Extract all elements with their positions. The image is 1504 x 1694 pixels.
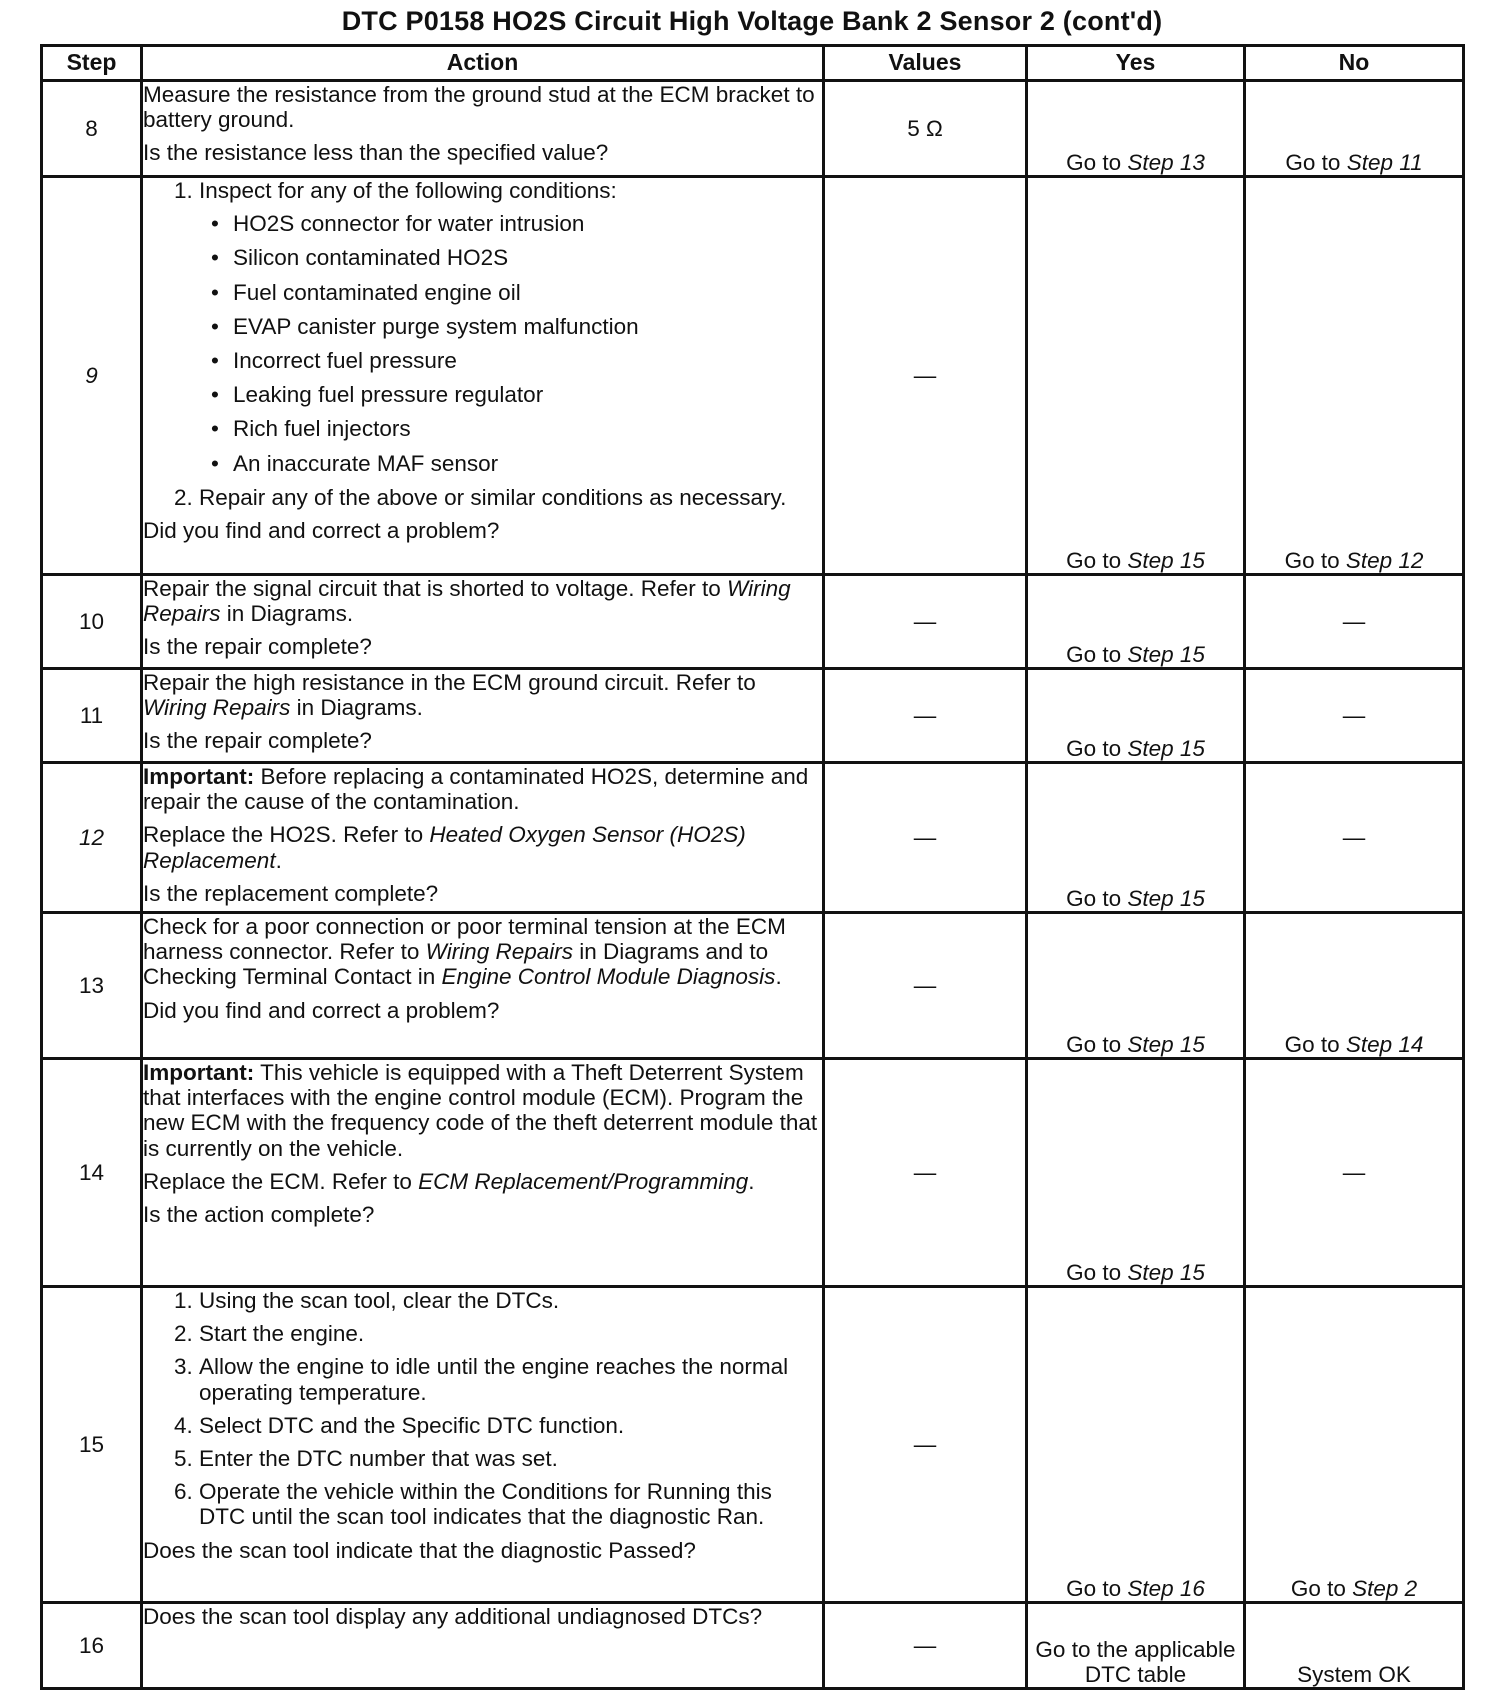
action-step: 4. Select DTC and the Specific DTC function. bbox=[199, 1413, 822, 1438]
action-cell bbox=[142, 1059, 824, 1287]
value-cell: — bbox=[824, 177, 1027, 575]
table-row bbox=[42, 1603, 1464, 1689]
action-question: Is the repair complete? bbox=[143, 728, 372, 754]
action-steps bbox=[143, 1288, 822, 1530]
important-note bbox=[143, 764, 822, 814]
action-text-pre: Repair the signal circuit that is shorted to voltage. Refer to bbox=[143, 576, 728, 601]
action-steps bbox=[143, 178, 822, 510]
important-label: Important: bbox=[143, 1060, 255, 1085]
yes-step-link[interactable]: Step 16 bbox=[1127, 1575, 1205, 1601]
action-step: 5. Enter the DTC number that was set. bbox=[199, 1446, 822, 1471]
action-question: Is the repair complete? bbox=[143, 634, 372, 660]
action-step: 1. Using the scan tool, clear the DTCs. bbox=[199, 1288, 822, 1313]
no-cell bbox=[1245, 913, 1464, 1059]
action-text-pre: Check for a poor connection or poor terminal tension at the ECM harness connector. Refer to bbox=[143, 914, 786, 965]
action-text bbox=[143, 822, 822, 872]
header-yes: Yes bbox=[1027, 46, 1245, 81]
action-step bbox=[199, 178, 822, 476]
important-text: This vehicle is equipped with a Theft Deterrent System that interfaces with the engine control module (ECM). Program the new ECM with the frequency code of the theft deterrent module that is currently on the vehicle. bbox=[143, 1060, 818, 1161]
diagnostic-table bbox=[40, 44, 1465, 1690]
no-prefix: Go to bbox=[1285, 149, 1347, 175]
no-step-link[interactable]: Step 11 bbox=[1346, 149, 1423, 175]
action-text-post: . bbox=[775, 964, 782, 990]
yes-cell bbox=[1027, 763, 1245, 913]
table-row bbox=[42, 1059, 1464, 1287]
yes-step-link[interactable]: Step 13 bbox=[1127, 149, 1205, 175]
no-step-link[interactable]: Step 2 bbox=[1352, 1575, 1418, 1601]
action-text bbox=[143, 670, 822, 720]
step-number: 13 bbox=[42, 913, 142, 1059]
table-row bbox=[42, 669, 1464, 763]
ecm-diagnosis-ref[interactable]: Engine Control Module Diagnosis bbox=[441, 964, 776, 990]
yes-prefix: Go to bbox=[1066, 149, 1128, 175]
yes-prefix: Go to bbox=[1066, 547, 1128, 573]
no-prefix: Go to bbox=[1284, 547, 1346, 573]
action-text-post: in Diagrams. bbox=[290, 695, 423, 721]
step-number: 12 bbox=[42, 763, 142, 913]
condition-item: • Silicon contaminated HO2S bbox=[233, 245, 822, 270]
action-text-post: in Diagrams. bbox=[220, 601, 354, 627]
no-step-link[interactable]: Step 14 bbox=[1345, 1031, 1424, 1057]
condition-item: • HO2S connector for water intrusion bbox=[233, 211, 822, 236]
yes-cell bbox=[1027, 669, 1245, 763]
yes-step-link[interactable]: Step 15 bbox=[1127, 1259, 1205, 1285]
step-number: 14 bbox=[42, 1059, 142, 1287]
action-step-text: Inspect for any of the following conditions: bbox=[199, 178, 617, 203]
condition-item: • Leaking fuel pressure regulator bbox=[233, 382, 822, 407]
condition-item: • An inaccurate MAF sensor bbox=[233, 451, 822, 476]
step-number: 10 bbox=[42, 575, 142, 669]
table-header-row bbox=[42, 46, 1464, 81]
action-text bbox=[143, 576, 822, 626]
yes-prefix: Go to bbox=[1066, 641, 1128, 667]
action-step: 3. Allow the engine to idle until the engine reaches the normal operating temperature. bbox=[199, 1354, 822, 1404]
wiring-repairs-ref[interactable]: Wiring Repairs bbox=[425, 939, 573, 965]
action-question: Is the action complete? bbox=[143, 1201, 375, 1227]
no-cell: — bbox=[1245, 669, 1464, 763]
action-step: 2. Start the engine. bbox=[199, 1321, 822, 1346]
value-cell: — bbox=[824, 763, 1027, 913]
table-row bbox=[42, 913, 1464, 1059]
yes-cell[interactable]: Go to the applicable DTC table bbox=[1027, 1603, 1245, 1689]
yes-prefix: Go to bbox=[1066, 885, 1128, 911]
table-row bbox=[42, 81, 1464, 177]
action-cell bbox=[142, 81, 824, 177]
action-cell bbox=[142, 913, 824, 1059]
action-question: Did you find and correct a problem? bbox=[143, 517, 500, 543]
condition-item: • Incorrect fuel pressure bbox=[233, 348, 822, 373]
step-number: 8 bbox=[42, 81, 142, 177]
action-cell bbox=[142, 1603, 824, 1689]
yes-cell bbox=[1027, 575, 1245, 669]
ho2s-replacement-ref[interactable]: Heated Oxygen Sensor (HO2S) Replacement bbox=[143, 822, 746, 873]
yes-step-link[interactable]: Step 15 bbox=[1127, 885, 1205, 911]
yes-prefix: Go to bbox=[1066, 1575, 1128, 1601]
action-text: Measure the resistance from the ground stud at the ECM bracket to battery ground. bbox=[143, 82, 815, 133]
action-text-pre: Repair the high resistance in the ECM ground circuit. Refer to bbox=[143, 670, 756, 695]
action-text-post: . bbox=[748, 1168, 755, 1194]
yes-cell bbox=[1027, 81, 1245, 177]
no-cell bbox=[1245, 177, 1464, 575]
page-title: DTC P0158 HO2S Circuit High Voltage Bank 2 Sensor 2 (cont'd) bbox=[341, 6, 1163, 36]
condition-item: • Fuel contaminated engine oil bbox=[233, 280, 822, 305]
action-text bbox=[143, 1169, 822, 1194]
step-number: 11 bbox=[42, 669, 142, 763]
action-question: Does the scan tool indicate that the diagnostic Passed? bbox=[143, 1537, 696, 1563]
table-row bbox=[42, 1287, 1464, 1603]
important-text: Before replacing a contaminated HO2S, determine and repair the cause of the contamination. bbox=[143, 764, 809, 815]
action-text-mid: in Diagrams and to Checking Terminal Contact in bbox=[143, 939, 769, 990]
table-row bbox=[42, 763, 1464, 913]
no-prefix: Go to bbox=[1284, 1031, 1346, 1057]
action-cell bbox=[142, 575, 824, 669]
step-number: 15 bbox=[42, 1287, 142, 1603]
step-number: 16 bbox=[42, 1603, 142, 1689]
yes-cell bbox=[1027, 1287, 1245, 1603]
header-action: Action bbox=[142, 46, 824, 81]
no-prefix: Go to bbox=[1290, 1575, 1353, 1601]
important-note bbox=[143, 1060, 822, 1161]
action-text-pre: Replace the HO2S. Refer to bbox=[143, 822, 430, 848]
wiring-repairs-ref[interactable]: Wiring Repairs bbox=[143, 576, 791, 627]
value-cell: — bbox=[824, 575, 1027, 669]
action-question: Is the resistance less than the specified value? bbox=[143, 140, 609, 166]
action-cell bbox=[142, 1287, 824, 1603]
yes-cell bbox=[1027, 913, 1245, 1059]
header-values: Values bbox=[824, 46, 1027, 81]
value-cell: — bbox=[824, 669, 1027, 763]
step-number: 9 bbox=[42, 177, 142, 575]
action-step: 2. Repair any of the above or similar conditions as necessary. bbox=[199, 485, 822, 510]
value-cell: — bbox=[824, 913, 1027, 1059]
action-text bbox=[143, 914, 822, 990]
action-question: Does the scan tool display any additional undiagnosed DTCs? bbox=[143, 1604, 763, 1629]
yes-prefix: Go to bbox=[1066, 1259, 1128, 1285]
yes-prefix: Go to bbox=[1066, 1031, 1128, 1057]
yes-step-link[interactable]: Step 15 bbox=[1127, 1031, 1205, 1057]
no-cell bbox=[1245, 81, 1464, 177]
yes-prefix: Go to bbox=[1066, 735, 1128, 761]
value-cell: — bbox=[824, 1603, 1027, 1689]
header-no: No bbox=[1245, 46, 1464, 81]
no-cell: System OK bbox=[1245, 1603, 1464, 1689]
value-cell: — bbox=[824, 1287, 1027, 1603]
condition-list bbox=[199, 211, 822, 476]
table-row bbox=[42, 575, 1464, 669]
yes-cell bbox=[1027, 177, 1245, 575]
action-question: Is the replacement complete? bbox=[143, 880, 439, 906]
no-cell: — bbox=[1245, 1059, 1464, 1287]
yes-cell bbox=[1027, 1059, 1245, 1287]
header-step: Step bbox=[42, 46, 142, 81]
no-cell: — bbox=[1245, 763, 1464, 913]
important-label: Important: bbox=[143, 764, 255, 789]
action-text-post: . bbox=[275, 847, 282, 873]
action-cell bbox=[142, 763, 824, 913]
wiring-repairs-ref[interactable]: Wiring Repairs bbox=[143, 695, 291, 721]
yes-step-link[interactable]: Step 15 bbox=[1127, 641, 1205, 667]
action-cell bbox=[142, 669, 824, 763]
table-row bbox=[42, 177, 1464, 575]
value-cell: 5 Ω bbox=[824, 81, 1027, 177]
action-step: 6. Operate the vehicle within the Conditions for Running this DTC until the scan tool indicates that the diagnostic Ran. bbox=[199, 1479, 822, 1529]
yes-step-link[interactable]: Step 15 bbox=[1127, 735, 1205, 761]
action-question: Did you find and correct a problem? bbox=[143, 997, 500, 1023]
yes-step-link[interactable]: Step 15 bbox=[1127, 547, 1205, 573]
ecm-replacement-ref[interactable]: ECM Replacement/Programming bbox=[418, 1168, 749, 1194]
no-cell: — bbox=[1245, 575, 1464, 669]
no-cell bbox=[1245, 1287, 1464, 1603]
action-text-pre: Replace the ECM. Refer to bbox=[143, 1168, 419, 1194]
value-cell: — bbox=[824, 1059, 1027, 1287]
condition-item: • Rich fuel injectors bbox=[233, 416, 822, 441]
condition-item: • EVAP canister purge system malfunction bbox=[233, 314, 822, 339]
no-step-link[interactable]: Step 12 bbox=[1345, 547, 1424, 573]
action-cell bbox=[142, 177, 824, 575]
